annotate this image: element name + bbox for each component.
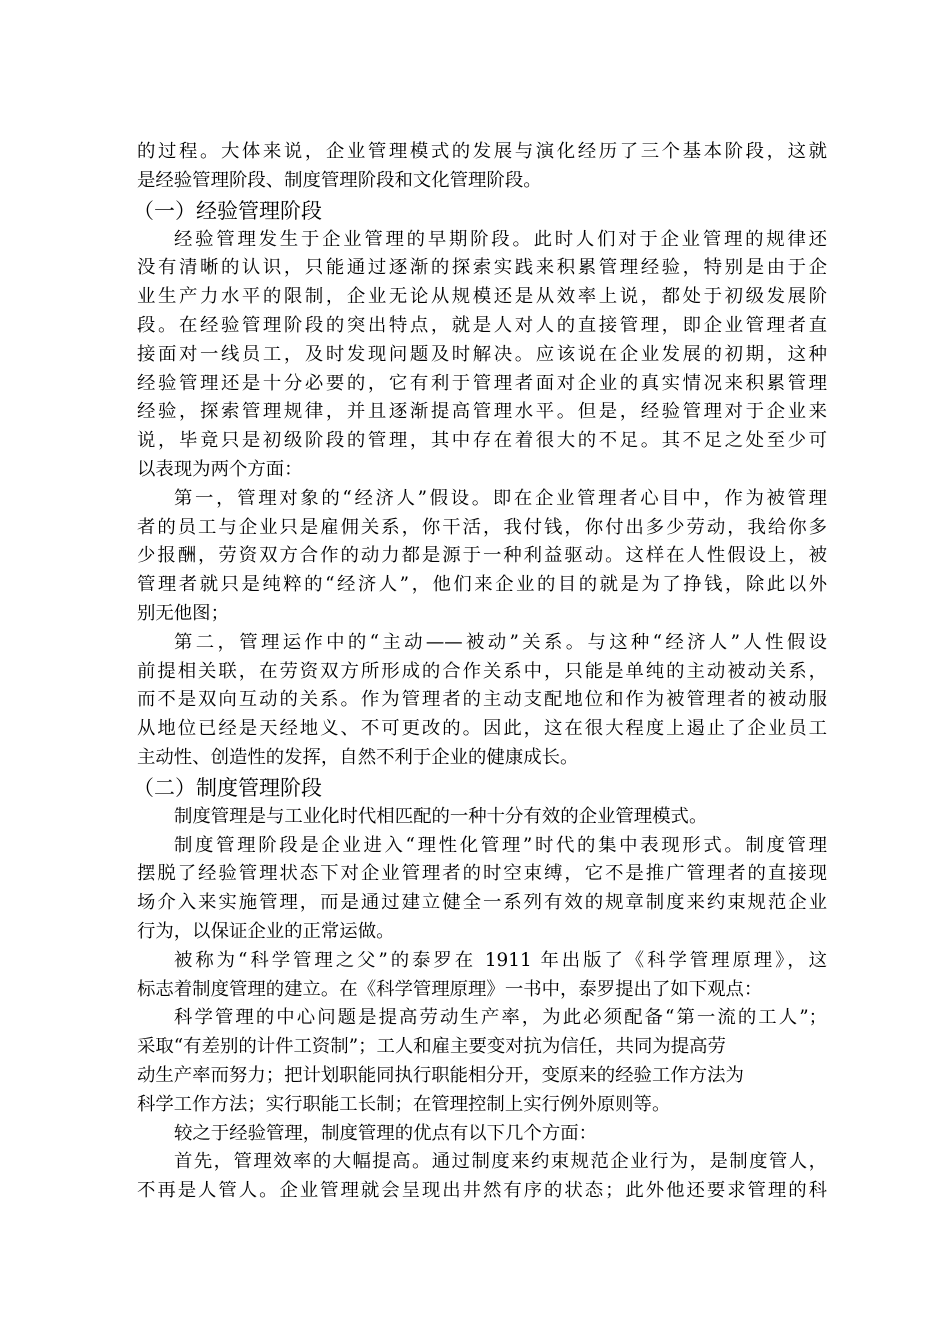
paragraph-first-line: 科学管理的中心问题是提高劳动生产率，为此必须配备“第一流的工人”；: [174, 1007, 827, 1029]
paragraph-line: 动生产率而努力；把计划职能同执行职能相分开，变原来的经验工作方法为: [137, 1064, 744, 1086]
paragraph-first-line: 第一，管理对象的“经济人”假设。即在企业管理者心目中，作为被管理: [174, 487, 827, 509]
paragraph-first-line: 首先，管理效率的大幅提高。通过制度来约束规范企业行为，是制度管人，: [174, 1151, 827, 1173]
paragraph-first-line: 制度管理阶段是企业进入“理性化管理”时代的集中表现形式。制度管理: [174, 834, 827, 856]
paragraph-line: 经验管理还是十分必要的，它有利于管理者面对企业的真实情况来积累管理: [137, 372, 827, 394]
paragraph-line: 前提相关联，在劳资双方所形成的合作关系中，只能是单纯的主动被动关系，: [137, 660, 827, 682]
paragraph-line: 者的员工与企业只是雇佣关系，你干活，我付钱，你付出多少劳动，我给你多: [137, 516, 827, 538]
paragraph-line: 科学工作方法；实行职能工长制；在管理控制上实行例外原则等。: [137, 1093, 671, 1115]
paragraph-line: 从地位已经是天经地义、不可更改的。因此，这在很大程度上遏止了企业员工: [137, 718, 827, 740]
paragraph-line: 行为，以保证企业的正常运做。: [137, 920, 395, 942]
paragraph-first-line: 较之于经验管理，制度管理的优点有以下几个方面：: [174, 1122, 597, 1144]
paragraph-first-line: 第二，管理运作中的“主动——被动”关系。与这种“经济人”人性假设: [174, 631, 827, 653]
paragraph-line: 场介入来实施管理，而是通过建立健全一系列有效的规章制度来约束规范企业: [137, 892, 827, 914]
paragraph-line: 经验，探索管理规律，并且逐渐提高管理水平。但是，经验管理对于企业来: [137, 401, 827, 423]
section-heading: （二）制度管理阶段: [133, 775, 322, 800]
paragraph-first-line: 被称为“科学管理之父”的泰罗在 1911 年出版了《科学管理原理》，这: [174, 949, 827, 971]
paragraph-line: 以表现为两个方面：: [137, 458, 303, 480]
paragraph-line: 少报酬，劳资双方合作的动力都是源于一种利益驱动。这样在人性假设上，被: [137, 545, 827, 567]
paragraph-first-line: 经验管理发生于企业管理的早期阶段。此时人们对于企业管理的规律还: [174, 228, 827, 250]
paragraph-line: 没有清晰的认识，只能通过逐渐的探索实践来积累管理经验，特别是由于企: [137, 257, 827, 279]
paragraph-line: 别无他图；: [137, 602, 229, 624]
paragraph-line: 的过程。大体来说，企业管理模式的发展与演化经历了三个基本阶段，这就: [137, 141, 827, 162]
paragraph-line: 接面对一线员工，及时发现问题及时解决。应该说在企业发展的初期，这种: [137, 343, 827, 365]
document-page: [133, 138, 827, 1206]
paragraph-line: 业生产力水平的限制，企业无论从规模还是从效率上说，都处于初级发展阶: [137, 286, 827, 308]
paragraph-line: 而不是双向互动的关系。作为管理者的主动支配地位和作为被管理者的被动服: [137, 689, 827, 711]
paragraph-line: 是经验管理阶段、制度管理阶段和文化管理阶段。: [137, 169, 542, 191]
paragraph-first-line: 制度管理是与工业化时代相匹配的一种十分有效的企业管理模式。: [174, 805, 708, 827]
paragraph-line: 管理者就只是纯粹的“经济人”，他们来企业的目的就是为了挣钱，除此以外: [137, 574, 827, 596]
section-heading: （一）经验管理阶段: [133, 198, 322, 223]
paragraph-line: 说，毕竟只是初级阶段的管理，其中存在着很大的不足。其不足之处至少可: [137, 430, 827, 452]
paragraph-line: 不再是人管人。企业管理就会呈现出井然有序的状态；此外他还要求管理的科: [137, 1180, 827, 1202]
paragraph-line: 段。在经验管理阶段的突出特点，就是人对人的直接管理，即企业管理者直: [137, 314, 827, 336]
paragraph-line: 主动性、创造性的发挥，自然不利于企业的健康成长。: [137, 746, 579, 768]
paragraph-line: 摆脱了经验管理状态下对企业管理者的时空束缚，它不是推广管理者的直接现: [137, 863, 827, 885]
paragraph-line: 采取“有差别的计件工资制”；工人和雇主要变对抗为信任，共同为提高劳: [137, 1036, 726, 1058]
paragraph-line: 标志着制度管理的建立。在《科学管理原理》一书中，泰罗提出了如下观点：: [137, 978, 763, 1000]
